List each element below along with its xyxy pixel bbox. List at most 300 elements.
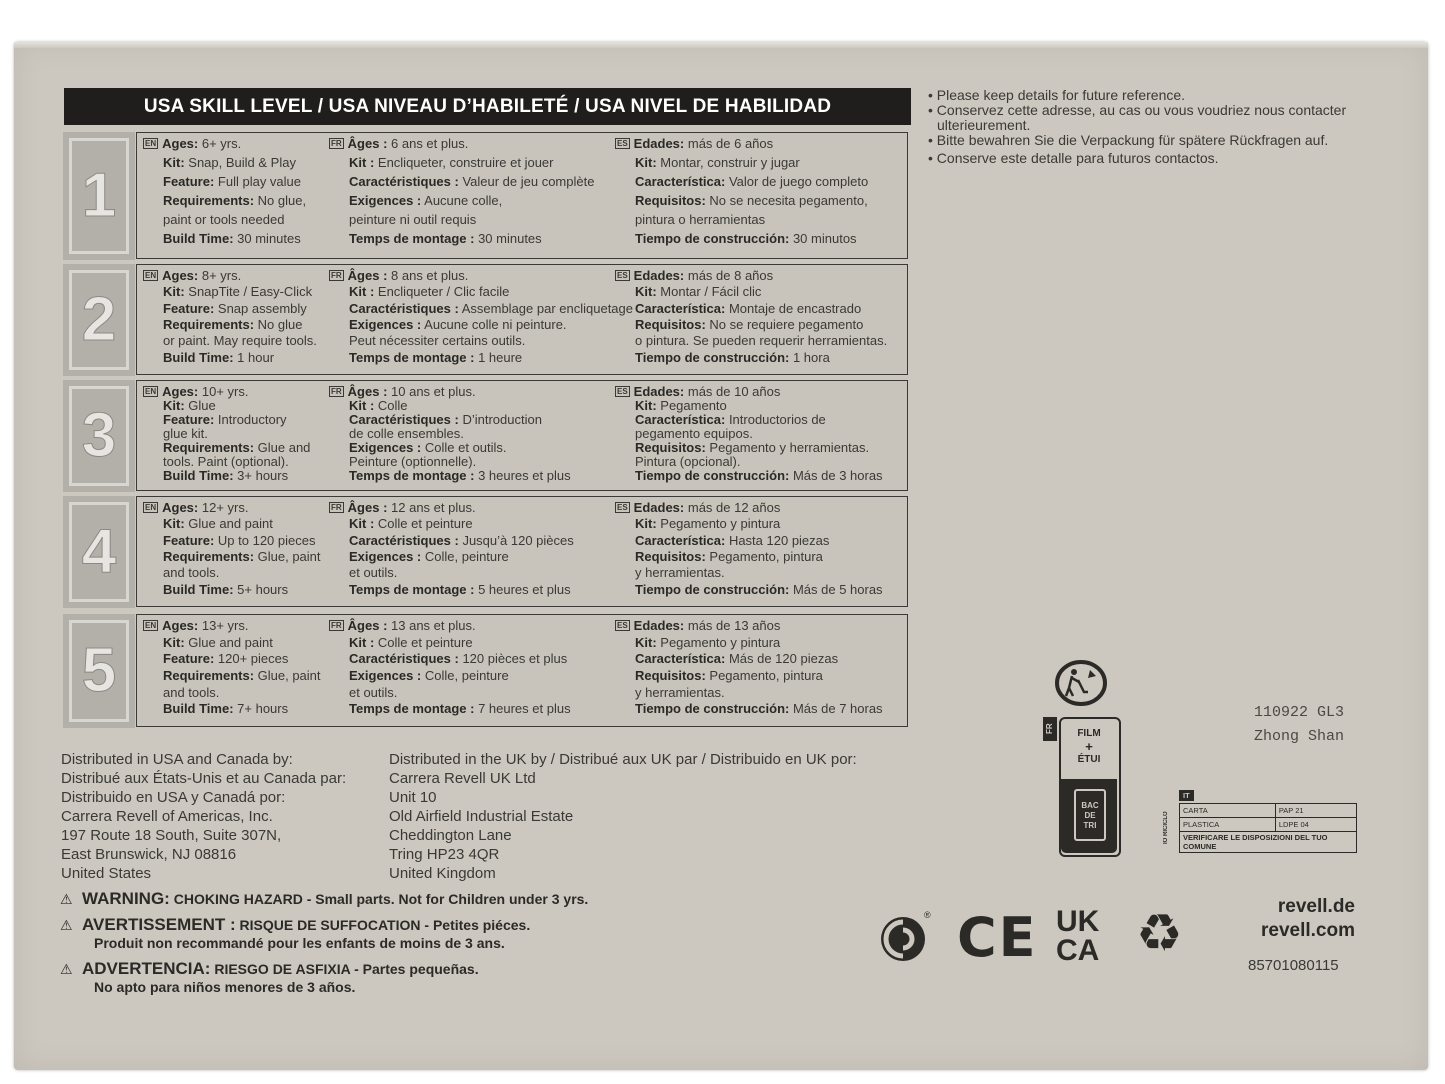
spec-line bbox=[615, 317, 887, 333]
spec-value: 12+ yrs. bbox=[198, 500, 249, 515]
product-code: 85701080115 bbox=[1248, 957, 1339, 974]
spec-line bbox=[615, 412, 883, 426]
level-fr-column bbox=[329, 500, 574, 598]
spec-value: tools. Paint (optional). bbox=[163, 454, 289, 469]
spec-label: Feature: bbox=[163, 651, 215, 667]
spec-value: Introductory bbox=[214, 412, 287, 427]
spec-value: No se requiere pegamento bbox=[705, 316, 864, 332]
language-flag: FR bbox=[331, 387, 342, 396]
spec-value: Encliqueter, construire et jouer bbox=[374, 155, 554, 170]
spec-value: 12 ans et plus. bbox=[387, 500, 476, 515]
spec-label: Feature: bbox=[163, 412, 215, 427]
addr-line: Distribuido en USA y Canadá por: bbox=[61, 789, 286, 806]
spec-label: Exigences : bbox=[349, 316, 422, 332]
spec-value: 3 heures et plus bbox=[474, 468, 571, 483]
addr-line: United States bbox=[61, 865, 152, 882]
spec-label: Âges : bbox=[347, 136, 388, 151]
spec-line bbox=[143, 454, 310, 468]
addr-line: Carrera Revell UK Ltd bbox=[389, 770, 536, 787]
spec-value: pintura o herramientas bbox=[635, 212, 766, 227]
spec-label: Tiempo de construcción: bbox=[635, 581, 790, 597]
green-dot-icon bbox=[878, 914, 928, 964]
spec-line bbox=[143, 500, 321, 516]
level-en-column bbox=[143, 500, 321, 598]
spec-line bbox=[329, 618, 571, 635]
spec-value: SnapTite / Easy-Click bbox=[184, 284, 313, 300]
spec-line bbox=[329, 582, 574, 598]
spec-value: Valeur de jeu complète bbox=[458, 174, 595, 189]
spec-value: 5 heures et plus bbox=[474, 581, 571, 597]
spec-label: Build Time: bbox=[163, 581, 234, 597]
spec-value: Montar, construir y jugar bbox=[656, 155, 800, 170]
spec-value: Hasta 120 piezas bbox=[725, 532, 830, 548]
spec-line bbox=[329, 651, 571, 668]
spec-line bbox=[143, 412, 310, 426]
spec-value: D’introduction bbox=[458, 412, 542, 427]
spec-value: Up to 120 pieces bbox=[214, 532, 316, 548]
spec-value: Colle, peinture bbox=[421, 667, 509, 683]
spec-label: Caractéristiques : bbox=[349, 532, 459, 548]
spec-value: más de 8 años bbox=[684, 268, 774, 283]
spec-line bbox=[143, 174, 306, 193]
distributor-usa bbox=[61, 750, 346, 883]
level-en-column bbox=[143, 136, 306, 250]
spec-value: peinture ni outil requis bbox=[349, 212, 477, 227]
spec-line bbox=[615, 685, 883, 702]
level-number: 1 bbox=[81, 161, 117, 230]
skill-level-row bbox=[63, 614, 908, 728]
spec-line bbox=[329, 468, 571, 482]
recycle-icon: ♻ bbox=[1136, 905, 1183, 963]
spec-label: Âges : bbox=[347, 268, 388, 283]
spec-value: Pintura (opcional). bbox=[635, 454, 741, 469]
etui-text: ÉTUI bbox=[1077, 754, 1101, 765]
spec-value: and tools. bbox=[163, 565, 220, 581]
spec-value: Más de 5 horas bbox=[789, 581, 883, 597]
spec-value: Glue and paint bbox=[184, 516, 273, 532]
spec-value: 13+ yrs. bbox=[198, 618, 249, 633]
spec-line bbox=[143, 549, 321, 565]
spec-label: Edades: bbox=[633, 268, 685, 283]
spec-value: Full play value bbox=[214, 174, 302, 189]
language-flag: ES bbox=[617, 621, 628, 630]
ukca-mark bbox=[1056, 907, 1099, 965]
addr-line: Carrera Revell of Americas, Inc. bbox=[61, 808, 273, 825]
spec-label: Requirements: bbox=[163, 667, 255, 683]
spec-line bbox=[329, 440, 571, 454]
spec-value: Pegamento y herramientas. bbox=[705, 440, 870, 455]
spec-label: Tiempo de construcción: bbox=[635, 349, 790, 365]
addr-line: Distribué aux États-Unis et au Canada par: bbox=[61, 770, 347, 787]
spec-line bbox=[615, 333, 887, 349]
spec-value: Assemblage par encliquetage bbox=[458, 300, 634, 316]
level-number: 4 bbox=[81, 517, 117, 586]
spec-value: Snap assembly bbox=[214, 300, 307, 316]
spec-value: 1 heure bbox=[474, 349, 523, 365]
spec-label: Kit : bbox=[349, 284, 375, 300]
website-de: revell.de bbox=[1277, 896, 1355, 917]
bin-icon bbox=[1074, 789, 1106, 841]
code-cell: LDPE 04 bbox=[1275, 818, 1356, 832]
spec-line bbox=[143, 231, 306, 250]
spec-label: Ages: bbox=[162, 384, 199, 399]
level-en-column bbox=[143, 618, 321, 718]
spec-value: Glue and paint bbox=[184, 634, 273, 650]
spec-line bbox=[615, 565, 883, 581]
spec-label: Temps de montage : bbox=[349, 701, 475, 717]
spec-label: Ages: bbox=[162, 268, 199, 283]
spec-value: 1 hour bbox=[233, 349, 275, 365]
language-flag: EN bbox=[145, 387, 157, 396]
spec-line bbox=[615, 668, 883, 685]
spec-line bbox=[143, 193, 306, 212]
spec-label: Kit: bbox=[163, 398, 185, 413]
spec-label: Caractéristiques : bbox=[349, 300, 459, 316]
addr-line: Cheddington Lane bbox=[389, 827, 512, 844]
spec-label: Kit: bbox=[635, 516, 657, 532]
spec-label: Kit: bbox=[635, 284, 657, 300]
language-flag: EN bbox=[145, 621, 157, 630]
spec-label: Caractéristiques : bbox=[349, 174, 459, 189]
spec-value: et outils. bbox=[349, 684, 398, 700]
spec-line bbox=[329, 533, 574, 549]
spec-value: Pegamento y pintura bbox=[656, 634, 781, 650]
spec-value: 30 minutes bbox=[474, 231, 542, 246]
plus-text: + bbox=[1085, 739, 1093, 754]
spec-line bbox=[143, 317, 317, 333]
level-number-block bbox=[63, 380, 135, 492]
spec-label: Característica: bbox=[635, 532, 726, 548]
spec-label: Ages: bbox=[162, 136, 199, 151]
spec-label: Caractéristiques : bbox=[349, 412, 459, 427]
spec-value: Más de 7 horas bbox=[789, 701, 883, 717]
spec-label: Kit: bbox=[635, 155, 657, 170]
website-com: revell.com bbox=[1261, 920, 1355, 941]
spec-value: 30 minutes bbox=[233, 231, 301, 246]
spec-line bbox=[143, 516, 321, 532]
spec-label: Requirements: bbox=[163, 548, 255, 564]
recycling-table bbox=[1179, 803, 1357, 853]
level-es-column bbox=[615, 384, 883, 482]
warning-triangle-icon: ⚠ bbox=[60, 917, 73, 933]
spec-label: Kit: bbox=[635, 634, 657, 650]
spec-value: Aucune colle, bbox=[421, 193, 503, 208]
spec-value: Colle et outils. bbox=[421, 440, 507, 455]
addr-line: Unit 10 bbox=[389, 789, 437, 806]
spec-label: Edades: bbox=[633, 500, 685, 515]
skill-level-row bbox=[63, 496, 908, 608]
disposal-note: VERIFICARE LE DISPOSIZIONI DEL TUO COMUNE bbox=[1180, 832, 1357, 853]
spec-line bbox=[615, 268, 887, 284]
spec-label: Característica: bbox=[635, 651, 726, 667]
spec-label: Requisitos: bbox=[635, 193, 706, 208]
spec-line bbox=[329, 317, 633, 333]
spec-label: Build Time: bbox=[163, 231, 234, 246]
spec-line bbox=[143, 301, 317, 317]
spec-line bbox=[143, 440, 310, 454]
spec-line bbox=[615, 701, 883, 718]
spec-value: Peut nécessiter certains outils. bbox=[349, 333, 526, 349]
spec-line bbox=[615, 468, 883, 482]
spec-line bbox=[329, 426, 571, 440]
skill-level-row bbox=[63, 132, 908, 260]
spec-value: 30 minutos bbox=[789, 231, 857, 246]
spec-value: No se necesita pegamento, bbox=[705, 193, 868, 208]
spec-label: Exigences : bbox=[349, 440, 422, 455]
reference-notes bbox=[928, 88, 1388, 166]
spec-value: 120 pièces et plus bbox=[458, 651, 568, 667]
language-flag: FR bbox=[331, 503, 342, 512]
io-riciclo-text: IO RICICLO bbox=[1163, 811, 1169, 845]
spec-line bbox=[615, 350, 887, 366]
level-number-block bbox=[63, 614, 135, 728]
spec-line bbox=[615, 155, 868, 174]
spec-value: pegamento equipos. bbox=[635, 426, 753, 441]
spec-value: Más de 120 piezas bbox=[725, 651, 839, 667]
spec-line bbox=[615, 533, 883, 549]
language-flag: EN bbox=[145, 503, 157, 512]
spec-line bbox=[615, 212, 868, 231]
spec-label: Exigences : bbox=[349, 667, 422, 683]
note-line: ulterieurement. bbox=[937, 117, 1031, 133]
spec-value: Colle bbox=[374, 398, 408, 413]
language-flag: ES bbox=[617, 271, 628, 280]
spec-value: 10 ans et plus. bbox=[387, 384, 476, 399]
spec-line bbox=[615, 500, 883, 516]
spec-value: 6 ans et plus. bbox=[387, 136, 469, 151]
spec-label: Kit : bbox=[349, 516, 375, 532]
material-cell: CARTA bbox=[1180, 804, 1276, 818]
spec-line bbox=[615, 426, 883, 440]
spec-value: Pegamento y pintura bbox=[656, 516, 781, 532]
spec-value: Jusqu’à 120 pièces bbox=[458, 532, 574, 548]
spec-label: Ages: bbox=[162, 618, 199, 633]
spec-line bbox=[615, 440, 883, 454]
spec-value: 13 ans et plus. bbox=[387, 618, 476, 633]
warning-triangle-icon: ⚠ bbox=[60, 891, 73, 907]
spec-line bbox=[329, 516, 574, 532]
spec-value: más de 12 años bbox=[684, 500, 781, 515]
addr-line: United Kingdom bbox=[389, 865, 496, 882]
spec-value: de colle ensembles. bbox=[349, 426, 464, 441]
spec-label: Característica: bbox=[635, 412, 726, 427]
spec-line bbox=[329, 384, 571, 398]
spec-label: Exigences : bbox=[349, 548, 422, 564]
spec-line bbox=[329, 212, 594, 231]
spec-line bbox=[329, 231, 594, 250]
spec-line bbox=[615, 136, 868, 155]
spec-line bbox=[143, 635, 321, 652]
spec-line bbox=[615, 635, 883, 652]
spec-value: y herramientas. bbox=[635, 565, 725, 581]
level-es-column bbox=[615, 136, 868, 250]
spec-value: Peinture (optionnelle). bbox=[349, 454, 477, 469]
spec-value: Pegamento, pintura bbox=[705, 548, 823, 564]
italy-recycling-label bbox=[1163, 786, 1357, 858]
level-number-block bbox=[63, 132, 135, 260]
spec-line bbox=[143, 212, 306, 231]
spec-line bbox=[329, 549, 574, 565]
spec-line bbox=[143, 618, 321, 635]
language-flag: ES bbox=[617, 503, 628, 512]
spec-label: Caractéristiques : bbox=[349, 651, 459, 667]
spec-label: Build Time: bbox=[163, 468, 234, 483]
spec-line bbox=[143, 651, 321, 668]
level-fr-column bbox=[329, 136, 594, 250]
spec-line bbox=[329, 500, 574, 516]
spec-line bbox=[615, 398, 883, 412]
spec-line bbox=[143, 533, 321, 549]
level-number: 2 bbox=[81, 285, 117, 354]
spec-line bbox=[329, 301, 633, 317]
spec-value: 120+ pieces bbox=[214, 651, 289, 667]
note-line: • Conservez cette adresse, au cas ou vous voudriez nous contacter bbox=[928, 102, 1347, 118]
spec-line bbox=[143, 468, 310, 482]
warning-es: ⚠ ADVERTENCIA: RIESGO DE ASFIXIA - Partes pequeñas. No apto para niños menores de 3 años. bbox=[60, 959, 479, 995]
spec-value: 3+ hours bbox=[233, 468, 289, 483]
spec-label: Requisitos: bbox=[635, 548, 706, 564]
spec-value: glue kit. bbox=[163, 426, 208, 441]
spec-value: Colle et peinture bbox=[374, 634, 473, 650]
note-line: • Conserve este detalle para futuros contactos. bbox=[928, 150, 1219, 166]
spec-value: Montaje de encastrado bbox=[725, 300, 862, 316]
spec-line bbox=[615, 454, 883, 468]
spec-value: Colle et peinture bbox=[374, 516, 473, 532]
warning-triangle-icon: ⚠ bbox=[60, 961, 73, 977]
bac-text: BAC bbox=[1081, 801, 1099, 810]
spec-value: et outils. bbox=[349, 565, 398, 581]
spec-value: 7+ hours bbox=[233, 701, 289, 717]
spec-line bbox=[329, 268, 633, 284]
spec-label: Requisitos: bbox=[635, 440, 706, 455]
spec-line bbox=[615, 618, 883, 635]
language-flag: ES bbox=[617, 387, 628, 396]
spec-value: Glue bbox=[184, 398, 216, 413]
spec-line bbox=[143, 685, 321, 702]
language-flag: EN bbox=[145, 271, 157, 280]
spec-value: Montar / Fácil clic bbox=[656, 284, 762, 300]
spec-label: Característica: bbox=[635, 174, 726, 189]
spec-line bbox=[615, 301, 887, 317]
spec-value: 1 hora bbox=[789, 349, 830, 365]
spec-value: Colle, peinture bbox=[421, 548, 509, 564]
level-number-block bbox=[63, 496, 135, 608]
spec-value: 10+ yrs. bbox=[198, 384, 249, 399]
film-text: FILM bbox=[1077, 728, 1101, 739]
spec-label: Build Time: bbox=[163, 349, 234, 365]
spec-value: Pegamento bbox=[656, 398, 727, 413]
spec-value: or paint. May require tools. bbox=[163, 333, 317, 349]
spec-line bbox=[329, 333, 633, 349]
spec-label: Kit: bbox=[163, 634, 185, 650]
factory-city: Zhong Shan bbox=[1254, 728, 1345, 745]
it-tag: IT bbox=[1179, 790, 1194, 801]
batch-code: 110922 GL3 bbox=[1254, 704, 1345, 721]
fr-tag: FR bbox=[1043, 717, 1057, 741]
spec-line bbox=[143, 333, 317, 349]
spec-value: Pegamento, pintura bbox=[705, 667, 823, 683]
spec-line bbox=[329, 685, 571, 702]
spec-label: Feature: bbox=[163, 174, 215, 189]
spec-line bbox=[329, 284, 633, 300]
spec-label: Tiempo de construcción: bbox=[635, 231, 790, 246]
spec-line bbox=[143, 268, 317, 284]
spec-label: Tiempo de construcción: bbox=[635, 701, 790, 717]
spec-value: Valor de juego completo bbox=[725, 174, 869, 189]
skill-level-row bbox=[63, 380, 908, 492]
spec-line bbox=[329, 350, 633, 366]
level-number: 5 bbox=[81, 636, 117, 705]
spec-value: Encliqueter / Clic facile bbox=[374, 284, 510, 300]
spec-line bbox=[329, 668, 571, 685]
spec-line bbox=[143, 701, 321, 718]
spec-line bbox=[615, 582, 883, 598]
level-fr-column bbox=[329, 268, 633, 366]
spec-value: Glue and bbox=[254, 440, 311, 455]
spec-line bbox=[329, 398, 571, 412]
spec-value: Snap, Build & Play bbox=[184, 155, 296, 170]
spec-label: Temps de montage : bbox=[349, 231, 475, 246]
spec-label: Kit: bbox=[635, 398, 657, 413]
spec-line bbox=[615, 516, 883, 532]
note-line: • Bitte bewahren Sie die Verpackung für spätere Rückfragen auf. bbox=[928, 132, 1329, 148]
spec-line bbox=[329, 136, 594, 155]
spec-line bbox=[143, 398, 310, 412]
spec-value: 5+ hours bbox=[233, 581, 289, 597]
spec-value: o pintura. Se pueden requerir herramientas. bbox=[635, 333, 888, 349]
spec-value: Glue, paint bbox=[254, 667, 321, 683]
spec-label: Tiempo de construcción: bbox=[635, 468, 790, 483]
spec-label: Kit : bbox=[349, 398, 375, 413]
spec-line bbox=[143, 668, 321, 685]
registered-mark: ® bbox=[924, 910, 931, 920]
level-number: 3 bbox=[81, 401, 117, 470]
spec-label: Requirements: bbox=[163, 316, 255, 332]
spec-label: Âges : bbox=[347, 384, 388, 399]
spec-value: No glue bbox=[254, 316, 303, 332]
spec-value: 8 ans et plus. bbox=[387, 268, 469, 283]
spec-label: Edades: bbox=[633, 384, 685, 399]
uk-text: UK bbox=[1056, 905, 1100, 938]
spec-label: Kit : bbox=[349, 155, 375, 170]
spec-line bbox=[615, 651, 883, 668]
spec-line bbox=[143, 582, 321, 598]
language-flag: ES bbox=[617, 139, 628, 148]
spec-value: 7 heures et plus bbox=[474, 701, 571, 717]
triman-label bbox=[1043, 717, 1119, 853]
spec-label: Kit: bbox=[163, 516, 185, 532]
spec-label: Requirements: bbox=[163, 440, 255, 455]
addr-line: Distributed in USA and Canada by: bbox=[61, 751, 293, 768]
spec-line bbox=[329, 635, 571, 652]
spec-line bbox=[329, 454, 571, 468]
spec-value: paint or tools needed bbox=[163, 212, 285, 227]
spec-label: Temps de montage : bbox=[349, 349, 475, 365]
spec-line bbox=[143, 136, 306, 155]
level-fr-column bbox=[329, 618, 571, 718]
spec-label: Requisitos: bbox=[635, 667, 706, 683]
spec-line bbox=[143, 350, 317, 366]
spec-value: 8+ yrs. bbox=[198, 268, 242, 283]
spec-line bbox=[615, 174, 868, 193]
level-en-column bbox=[143, 268, 317, 366]
language-flag: EN bbox=[145, 139, 157, 148]
spec-value: and tools. bbox=[163, 684, 220, 700]
spec-value: No glue, bbox=[254, 193, 307, 208]
spec-label: Característica: bbox=[635, 300, 726, 316]
warning-fr: ⚠ AVERTISSEMENT : RISQUE DE SUFFOCATION - Petites piéces. Produit non recommandé pour les enfants de moins de 3 ans. bbox=[60, 915, 531, 951]
level-es-column bbox=[615, 618, 883, 718]
